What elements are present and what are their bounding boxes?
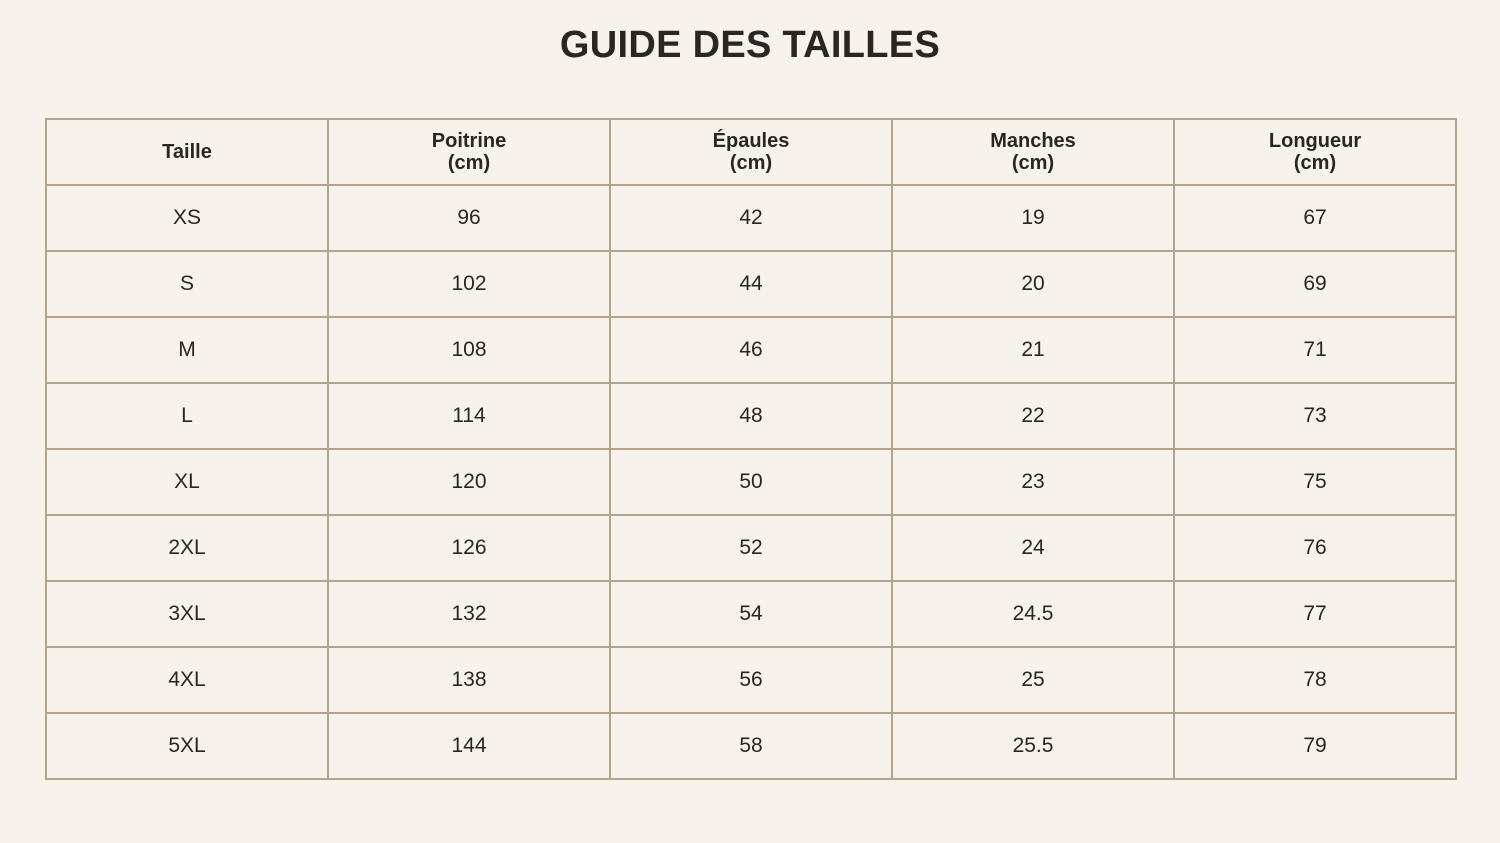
- cell-length: 75: [1174, 449, 1456, 515]
- column-header-unit: (cm): [1011, 152, 1055, 174]
- cell-chest: 120: [328, 449, 610, 515]
- size-guide-table: [45, 118, 1457, 780]
- cell-size: 5XL: [46, 713, 328, 779]
- cell-shoulders: 58: [610, 713, 892, 779]
- cell-length: 73: [1174, 383, 1456, 449]
- column-header-unit: (cm): [1293, 152, 1337, 174]
- table-row: [46, 647, 1456, 713]
- table-row: [46, 317, 1456, 383]
- column-header-manches: [892, 119, 1174, 185]
- cell-chest: 138: [328, 647, 610, 713]
- column-header-label: Poitrine: [431, 130, 507, 152]
- cell-chest: 102: [328, 251, 610, 317]
- cell-size: 2XL: [46, 515, 328, 581]
- cell-length: 67: [1174, 185, 1456, 251]
- column-header-label: Manches: [990, 130, 1076, 152]
- cell-shoulders: 52: [610, 515, 892, 581]
- cell-sleeves: 19: [892, 185, 1174, 251]
- cell-chest: 114: [328, 383, 610, 449]
- column-header-taille: [46, 119, 328, 185]
- cell-chest: 132: [328, 581, 610, 647]
- cell-length: 69: [1174, 251, 1456, 317]
- cell-sleeves: 22: [892, 383, 1174, 449]
- cell-sleeves: 20: [892, 251, 1174, 317]
- cell-sleeves: 24.5: [892, 581, 1174, 647]
- cell-chest: 96: [328, 185, 610, 251]
- column-header-longueur: [1174, 119, 1456, 185]
- page-title: GUIDE DES TAILLES: [559, 24, 941, 66]
- cell-chest: 126: [328, 515, 610, 581]
- cell-size: S: [46, 251, 328, 317]
- table-row: [46, 713, 1456, 779]
- cell-shoulders: 42: [610, 185, 892, 251]
- cell-shoulders: 46: [610, 317, 892, 383]
- cell-sleeves: 25: [892, 647, 1174, 713]
- column-header-poitrine: [328, 119, 610, 185]
- cell-sleeves: 23: [892, 449, 1174, 515]
- column-header-unit: (cm): [447, 152, 491, 174]
- column-header-label: Taille: [162, 141, 212, 163]
- cell-chest: 108: [328, 317, 610, 383]
- cell-sleeves: 21: [892, 317, 1174, 383]
- cell-length: 71: [1174, 317, 1456, 383]
- table-row: [46, 251, 1456, 317]
- cell-shoulders: 48: [610, 383, 892, 449]
- cell-shoulders: 54: [610, 581, 892, 647]
- cell-sleeves: 25.5: [892, 713, 1174, 779]
- cell-shoulders: 44: [610, 251, 892, 317]
- column-header-label: Épaules: [712, 130, 790, 152]
- column-header-epaules: [610, 119, 892, 185]
- cell-shoulders: 50: [610, 449, 892, 515]
- cell-size: M: [46, 317, 328, 383]
- cell-length: 79: [1174, 713, 1456, 779]
- table-row: [46, 383, 1456, 449]
- cell-size: L: [46, 383, 328, 449]
- cell-size: XS: [46, 185, 328, 251]
- column-header-unit: (cm): [729, 152, 773, 174]
- table-row: [46, 515, 1456, 581]
- table-header-row: [46, 119, 1456, 185]
- table-row: [46, 449, 1456, 515]
- column-header-label: Longueur: [1268, 130, 1362, 152]
- table-row: [46, 185, 1456, 251]
- cell-shoulders: 56: [610, 647, 892, 713]
- table-row: [46, 581, 1456, 647]
- cell-length: 77: [1174, 581, 1456, 647]
- cell-chest: 144: [328, 713, 610, 779]
- cell-sleeves: 24: [892, 515, 1174, 581]
- cell-length: 78: [1174, 647, 1456, 713]
- cell-size: 4XL: [46, 647, 328, 713]
- cell-size: XL: [46, 449, 328, 515]
- cell-length: 76: [1174, 515, 1456, 581]
- cell-size: 3XL: [46, 581, 328, 647]
